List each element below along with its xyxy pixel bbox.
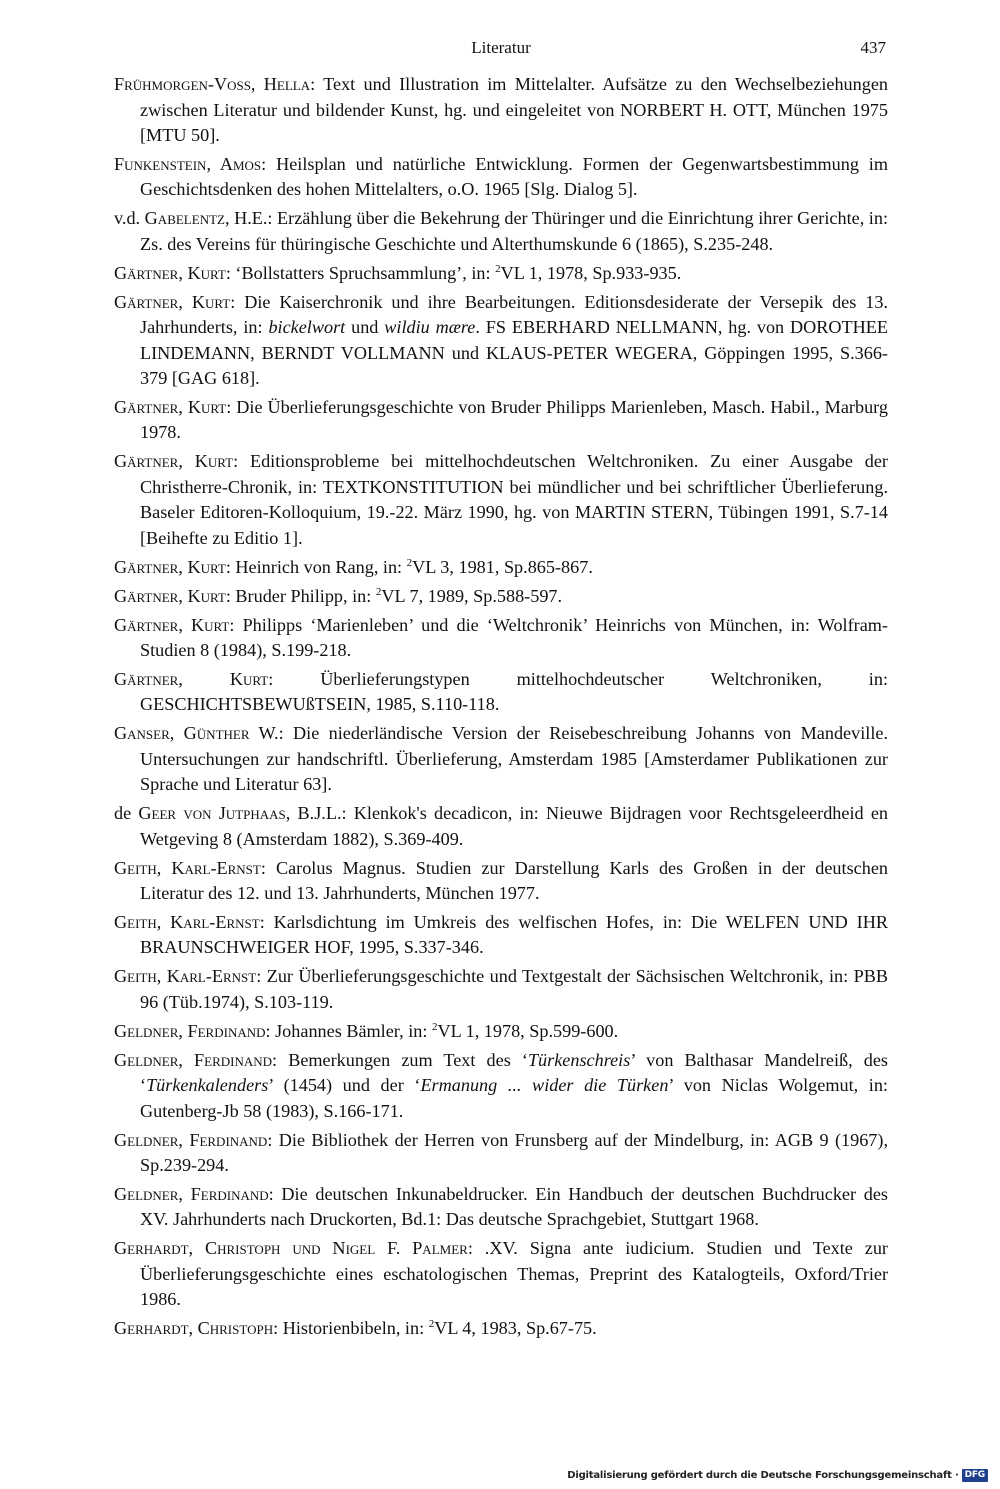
entry-author: Frühmorgen-Voss, Hella: [114, 74, 311, 94]
entry-author: Gärtner, Kurt: [114, 291, 231, 312]
entry-separator: :: [265, 1020, 276, 1041]
entry-separator: :: [310, 74, 324, 94]
entry-author: Gabelentz, H.E.: [144, 208, 268, 229]
entry-separator: :: [225, 556, 236, 577]
bibliography-entry: [114, 667, 888, 718]
entry-text: ’ (1454) und der ‘: [268, 1075, 421, 1096]
entry-separator: :: [268, 668, 321, 689]
entry-superscript: 2: [495, 262, 501, 275]
bibliography-entry: [114, 801, 888, 852]
footer-note: [567, 1468, 988, 1482]
footer-text: Digitalisierung gefördert durch die Deutsche Forschungsgemeinschaft ·: [567, 1469, 959, 1481]
bibliography-entry: [114, 72, 888, 149]
entry-author: Gärtner, Kurt: [114, 668, 269, 689]
bibliography-entry: [114, 1048, 888, 1125]
entry-separator: :: [225, 262, 236, 283]
entry-separator: :: [259, 911, 274, 932]
entry-author: Geldner, Ferdinand: [114, 1049, 273, 1070]
entry-superscript: 2: [375, 585, 382, 598]
entry-author: Geldner, Ferdinand: [114, 1183, 269, 1204]
entry-author: Ganser, Günther W.: [114, 723, 279, 744]
entry-separator: :: [341, 803, 354, 824]
entry-author: Gärtner, Kurt: [114, 556, 226, 577]
bibliography-entry: [114, 613, 888, 664]
entry-text: Bemerkungen zum Text des ‘: [288, 1049, 528, 1070]
entry-author: Geith, Karl-Ernst: [114, 911, 260, 932]
entry-text: ’ von Niclas Wolgemut, in: Gutenberg-Jb 58 (1983), S.166-171.: [140, 1075, 888, 1121]
entry-text: Heilsplan und natürliche Entwicklung. Formen der Gegenwartsbestimmung im Geschichtsdenken des hohen Mittelalters, o.O. 1965 [Slg. Dialog 5].: [140, 153, 888, 200]
entry-author: Geer von Jutphaas, B.J.L.: [138, 803, 342, 824]
entry-italic: wildiu mære: [384, 317, 476, 338]
entry-text: und: [345, 317, 385, 338]
entry-text: ’ von Balthasar Mandelreiß, des ‘: [140, 1049, 888, 1096]
bibliography-entry: [114, 721, 888, 798]
entry-separator: :: [260, 857, 276, 878]
entry-separator: :: [267, 1129, 279, 1150]
entry-superscript: 2: [431, 1020, 438, 1033]
entry-author: Geldner, Ferdinand: [114, 1020, 266, 1041]
entry-author: Gärtner, Kurt: [114, 262, 226, 283]
entry-author: Gärtner, Kurt: [114, 585, 226, 606]
entry-author: Geldner, Ferdinand: [114, 1129, 268, 1150]
bibliography-entry: [114, 1128, 888, 1179]
entry-text: Johannes Bämler, in:: [275, 1020, 432, 1041]
entry-prefix: de: [114, 803, 139, 824]
dfg-logo: DFG: [962, 1469, 988, 1482]
entry-text: Zur Überlieferungsgeschichte und Textgestalt der Sächsischen Weltchronik, in: PBB 96 (Tüb.1974), S.103-119.: [140, 966, 888, 1012]
bibliography-entry: [114, 290, 888, 392]
entry-text: ‘Bollstatters Spruchsammlung’, in:: [235, 262, 496, 283]
entry-text: Klenkok's decadicon, in: Nieuwe Bijdragen voor Rechtsgeleerdheid en Wetgeving 8 (Amsterdam 1882), S.369-409.: [140, 803, 888, 849]
entry-italic: Ermanung ... wider die Türken: [420, 1075, 669, 1096]
running-header: [114, 36, 888, 60]
entry-text: Die Überlieferungsgeschichte von Bruder Philipps Marienleben, Masch. Habil., Marburg 1978.: [140, 396, 888, 443]
entry-superscript: 2: [406, 556, 413, 569]
running-title: Literatur: [471, 38, 531, 57]
entry-author: Geith, Karl-Ernst: [114, 857, 261, 878]
entry-text: Karlsdichtung im Umkreis des welfischen Hofes, in: Die WELFEN UND IHR BRAUNSCHWEIGER HOF, 1995, S.337-346.: [140, 911, 889, 958]
entry-text: Historienbibeln, in:: [282, 1318, 429, 1339]
entry-text: Philipps ‘Marienleben’ und die ‘Weltchronik’ Heinrichs von München, in: Wolfram-Studien 8 (1984), S.199-218.: [140, 614, 888, 661]
entry-separator: :: [225, 585, 236, 606]
entry-text: VL 7, 1989, Sp.588-597.: [381, 585, 563, 606]
entry-text: Erzählung über die Bekehrung der Thüringer und die Einrichtung ihrer Gerichte, in: Zs. des Vereins für thüringische Geschichte und Alterthumskunde 6 (1865), S.235-248.: [140, 208, 889, 254]
entry-author: Gerhardt, Christoph und Nigel F. Palmer: [114, 1238, 468, 1259]
bibliography-entry: [114, 395, 888, 446]
entry-italic: Türkenkalenders: [146, 1075, 269, 1096]
entry-separator: :: [229, 614, 243, 635]
entry-separator: :: [261, 153, 277, 174]
entry-text: VL 1, 1978, Sp.933-935.: [500, 262, 682, 283]
bibliography-entry: [114, 206, 888, 257]
bibliography-entry: [114, 856, 888, 907]
bibliography-entry: [114, 555, 888, 581]
entry-italic: Türkenschreis: [527, 1049, 631, 1070]
entry-separator: :: [278, 723, 294, 744]
entry-separator: :: [272, 1049, 289, 1070]
entry-prefix: v.d.: [114, 208, 145, 229]
entry-author: Geith, Karl-Ernst: [114, 966, 257, 987]
entry-author: Gärtner, Kurt: [114, 396, 227, 417]
entry-text: Überlieferungstypen mittelhochdeutscher Weltchroniken, in: GESCHICHTSBEWUßTSEIN, 1985, S.110-118.: [140, 668, 888, 715]
entry-separator: :: [256, 966, 267, 987]
bibliography-entry: [114, 152, 888, 203]
entry-text: Die niederländische Version der Reisebeschreibung Johanns von Mandeville. Untersuchungen zur handschriftl. Überlieferung, Amsterdam 1985 [Amsterdamer Publikationen zur Sprache und Literatur 63].: [140, 723, 888, 795]
entry-separator: :: [268, 1183, 282, 1204]
entry-separator: :: [267, 208, 278, 229]
entry-text: Die Bibliothek der Herren von Frunsberg auf der Mindelburg, in: AGB 9 (1967), Sp.239-294.: [140, 1129, 888, 1176]
entry-superscript: 2: [428, 1318, 435, 1331]
entry-separator: :: [230, 291, 245, 312]
bibliography-entry: [114, 910, 888, 961]
entry-author: Gärtner, Kurt: [114, 614, 230, 635]
bibliography-entry: [114, 1236, 888, 1313]
entry-text: .XV. Signa ante iudicium. Studien und Texte zur Überlieferungsgeschichte eines eschatologischen Themas, Preprint des Katalogteils, Oxford/Trier 1986.: [140, 1238, 888, 1310]
entry-author: Funkenstein, Amos: [114, 153, 262, 174]
bibliography-entry: [114, 1182, 888, 1233]
entry-text: Bruder Philipp, in:: [235, 585, 376, 606]
entry-text: VL 4, 1983, Sp.67-75.: [434, 1318, 597, 1339]
entry-text: Text und Illustration im Mittelalter. Aufsätze zu den Wechselbeziehungen zwischen Literatur und bildender Kunst, hg. und eingeleitet von NORBERT H. OTT, München 1975 [MTU 50].: [140, 74, 888, 145]
entry-text: Die Kaiserchronik und ihre Bearbeitungen. Editionsdesiderate der Versepik des 13. Jahrhunderts, in:: [140, 291, 888, 338]
entry-author: Gärtner, Kurt: [114, 451, 234, 472]
entry-text: Die deutschen Inkunabeldrucker. Ein Handbuch der deutschen Buchdrucker des XV. Jahrhunderts nach Druckorten, Bd.1: Das deutsche Sprachgebiet, Stuttgart 1968.: [140, 1183, 888, 1230]
entry-italic: bickelwort: [268, 317, 346, 338]
entry-text: . FS EBERHARD NELLMANN, hg. von DOROTHEE LINDEMANN, BERNDT VOLLMANN und KLAUS-PETER WEGERA, Göppingen 1995, S.366-379 [GAG 618].: [140, 317, 889, 389]
entry-separator: :: [226, 396, 237, 417]
entry-text: VL 1, 1978, Sp.599-600.: [437, 1020, 619, 1041]
bibliography-entry: [114, 584, 888, 610]
entry-separator: :: [233, 451, 250, 472]
entry-separator: :: [467, 1238, 485, 1259]
entry-author: Gerhardt, Christoph: [114, 1318, 274, 1339]
bibliography-entry: [114, 964, 888, 1015]
entry-text: VL 3, 1981, Sp.865-867.: [412, 556, 593, 577]
bibliography-entry: [114, 1019, 888, 1045]
entry-separator: :: [273, 1318, 283, 1339]
entry-text: Carolus Magnus. Studien zur Darstellung Karls des Großen in der deutschen Literatur des 12. und 13. Jahrhunderts, München 1977.: [140, 857, 888, 904]
bibliography-entry: [114, 1316, 888, 1342]
bibliography-entry: [114, 449, 888, 551]
entry-text: Editionsprobleme bei mittelhochdeutschen Weltchroniken. Zu einer Ausgabe der Christherre-Chronik, in: TEXTKONSTITUTION bei mündlicher und bei schriftlicher Überlieferung. Baseler Editoren-Kolloquium, 19.-22. März 1990, hg. von MARTIN STERN, Tübingen 1991, S.7-14 [Beihefte zu Editio 1].: [140, 451, 888, 548]
bibliography-list: [114, 72, 888, 1345]
bibliography-entry: [114, 261, 888, 287]
page-number: 437: [860, 38, 886, 57]
entry-text: Heinrich von Rang, in:: [235, 556, 407, 577]
